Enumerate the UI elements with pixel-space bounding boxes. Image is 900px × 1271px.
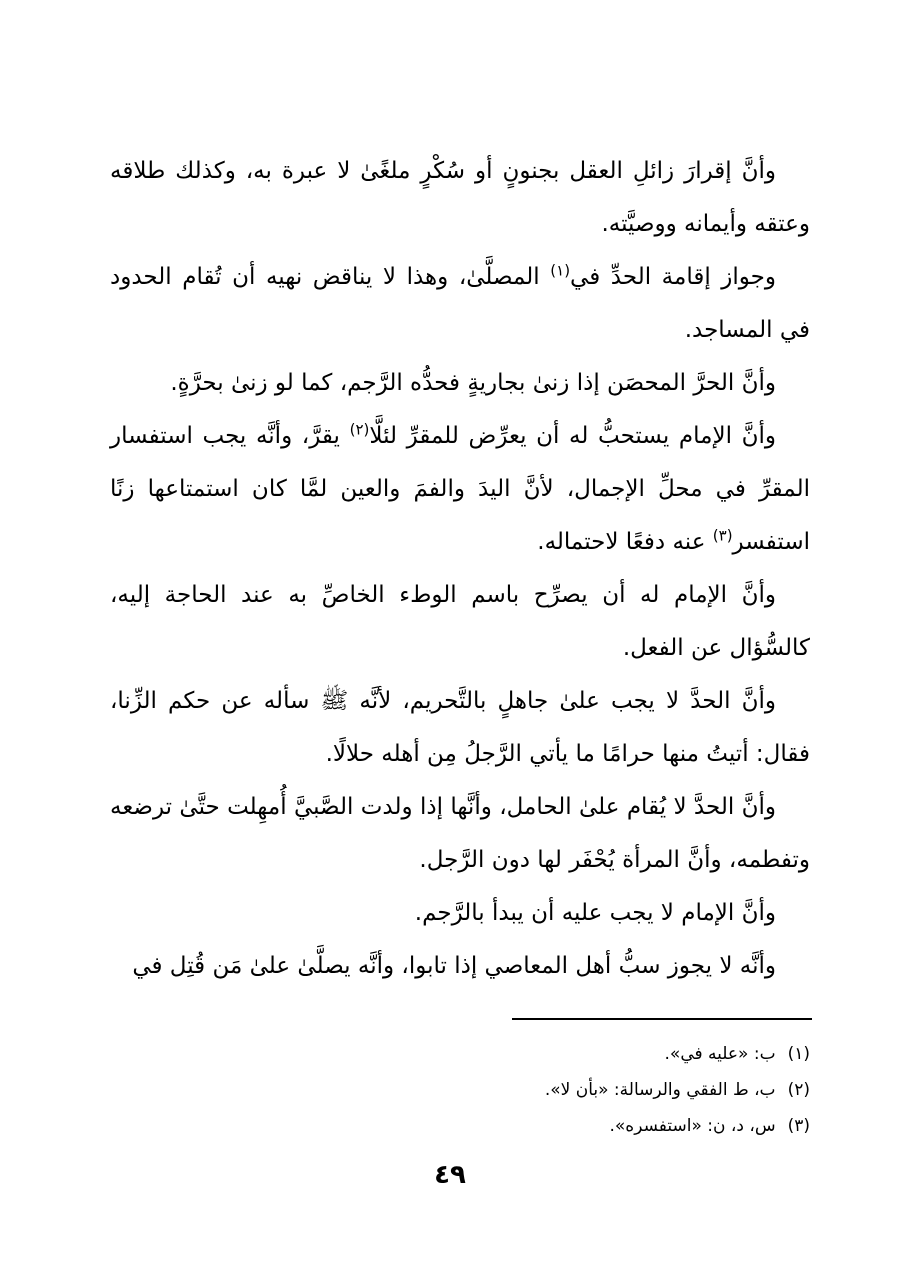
footnotes — [110, 1036, 810, 1144]
paragraph-text: وجواز إقامة الحدِّ في — [570, 264, 776, 290]
footnote-number: (٣) — [787, 1116, 810, 1136]
paragraph: وأنَّ الإمام لا يجب عليه أن يبدأ بالرَّجم. — [414, 900, 776, 926]
footnote-text: ب: «عليه في». — [664, 1044, 776, 1064]
paragraph: وأنَّ الحدَّ لا يجب علىٰ جاهلٍ بالتَّحريم، لأنَّه ﷺ سأله عن حكم الزِّنا، فقال: أتيتُ منها حرامًا ما يأتي الرَّجلُ مِن أهله حلالًا. — [110, 688, 810, 767]
footnote-reference[interactable]: (٢) — [349, 420, 370, 439]
footnote-text: ب، ط الفقي والرسالة: «بأن لا». — [544, 1080, 776, 1100]
footnote-text: س، د، ن: «استفسره». — [609, 1116, 776, 1136]
paragraph-text: يقرَّ، وأنَّه يجب استفسار المقرِّ في محلِّ الإجمال، لأنَّ اليدَ والفمَ والعين لمَّا كان استمتاعها زنًا استفسر — [110, 423, 810, 555]
paragraph-text: وأنَّ الإمام يستحبُّ له أن يعرِّض للمقرِّ لئلَّا — [369, 423, 776, 449]
footnote-reference[interactable]: (٣) — [712, 526, 733, 545]
paragraph: وأنَّ الإمام له أن يصرِّح باسم الوطء الخاصِّ به عند الحاجة إليه، كالسُّؤال عن الفعل. — [110, 582, 810, 661]
footnote-divider — [512, 1018, 812, 1020]
footnote-reference[interactable]: (١) — [550, 261, 571, 280]
footnote-number: (٢) — [787, 1080, 810, 1100]
paragraph: وأنَّ إقرارَ زائلِ العقل بجنونٍ أو سُكْرٍ ملغًىٰ لا عبرة به، وكذلك طلاقه وعتقه وأيمانه ووصيَّته. — [110, 158, 810, 237]
footnote-number: (١) — [787, 1044, 810, 1064]
paragraph-text: عنه دفعًا لاحتماله. — [537, 529, 713, 555]
paragraph — [110, 251, 810, 357]
page-number: ٤٩ — [434, 1160, 466, 1190]
paragraph-text: المصلَّىٰ، وهذا لا يناقض نهيه أن تُقام الحدود في المساجد. — [110, 264, 810, 343]
main-text — [110, 145, 810, 993]
paragraph — [110, 410, 810, 569]
paragraph: وأنَّه لا يجوز سبُّ أهل المعاصي إذا تابوا، وأنَّه يصلَّىٰ علىٰ مَن قُتِل في — [132, 953, 776, 979]
footnote — [110, 1108, 810, 1144]
footnote — [110, 1036, 810, 1072]
paragraph: وأنَّ الحرَّ المحصَن إذا زنىٰ بجاريةٍ فحدُّه الرَّجم، كما لو زنىٰ بحرَّةٍ. — [170, 370, 776, 396]
footnote — [110, 1072, 810, 1108]
paragraph: وأنَّ الحدَّ لا يُقام علىٰ الحامل، وأنَّها إذا ولدت الصَّبيَّ أُمهِلت حتَّىٰ ترضعه وتفطمه، وأنَّ المرأة يُحْفَر لها دون الرَّجل. — [110, 794, 810, 873]
